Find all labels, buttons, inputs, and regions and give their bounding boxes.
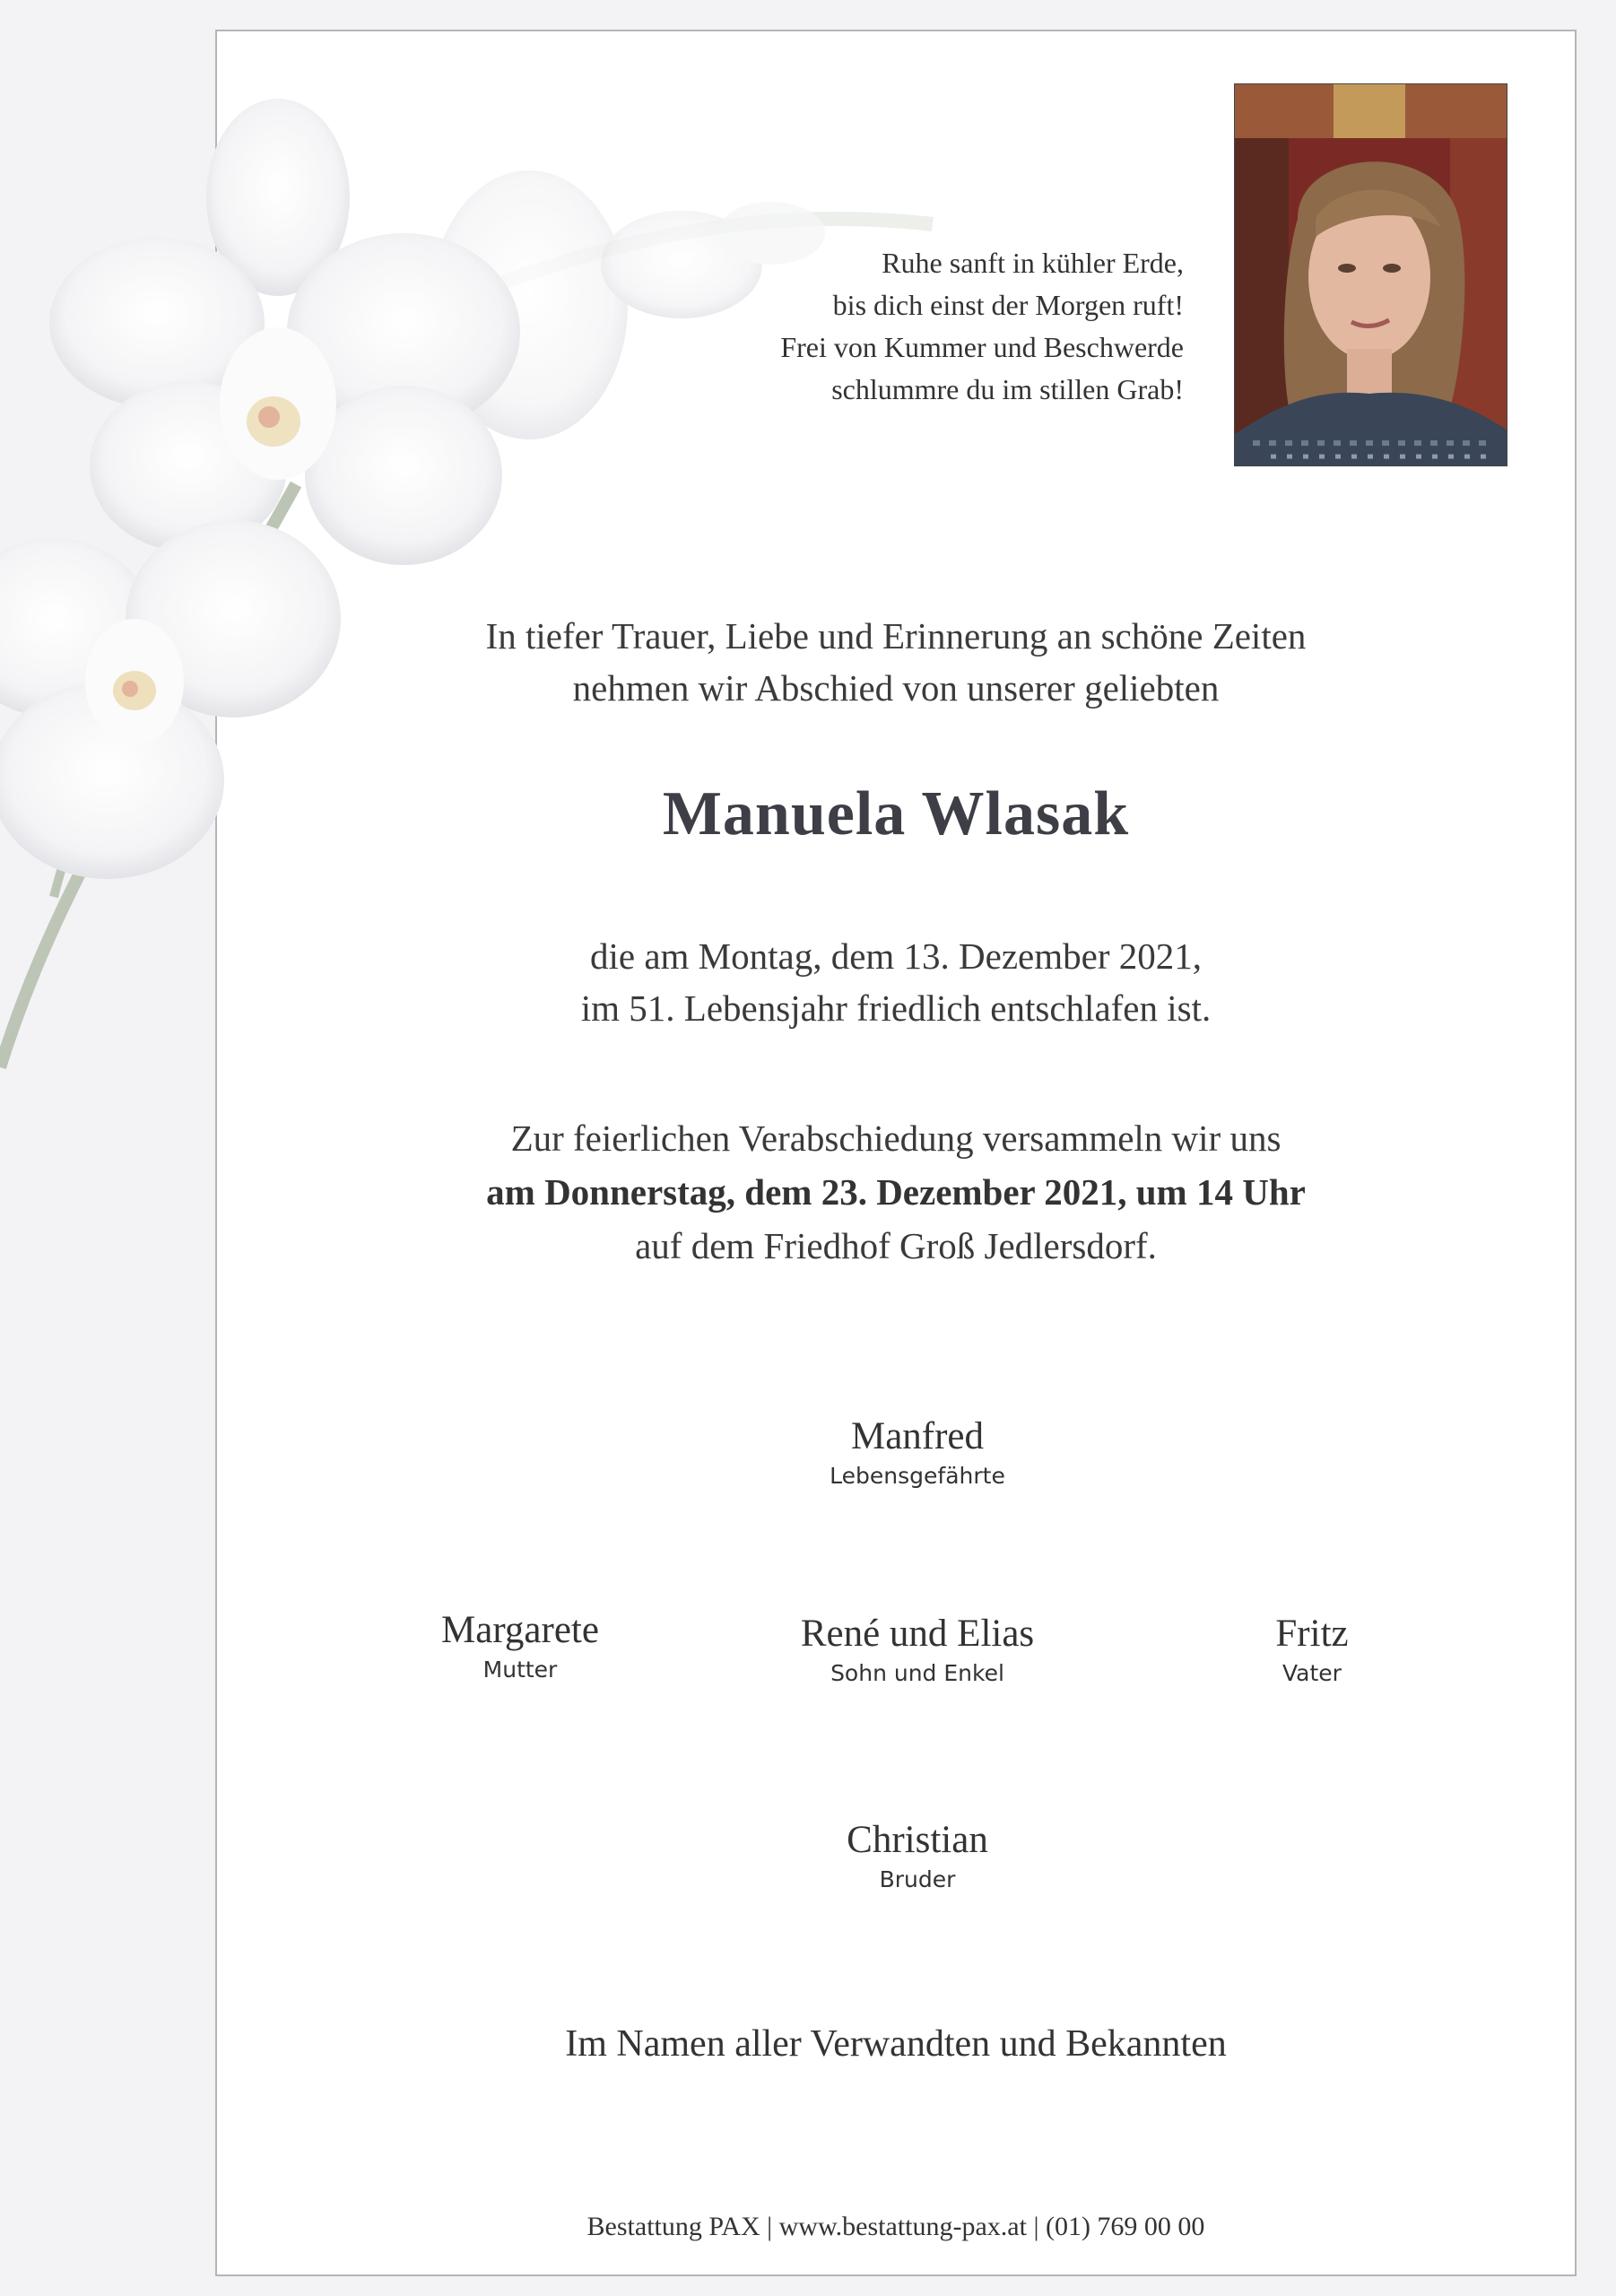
poem-line-1: Ruhe sanft in kühler Erde,	[882, 247, 1184, 279]
mourner-fritz	[1124, 1611, 1500, 1690]
footer-contact: Bestattung PAX | www.bestattung-pax.at | (01) 769 00 00	[586, 2212, 1205, 2241]
intro-line-2: nehmen wir Abschied von unserer geliebten	[572, 667, 1220, 709]
ceremony-location: auf dem Friedhof Groß Jedlersdorf.	[635, 1225, 1157, 1266]
mourner-margarete	[332, 1607, 708, 1686]
mourner-role: Bruder	[879, 1866, 956, 1892]
poem-line-3: Frei von Kummer und Beschwerde	[780, 331, 1184, 363]
deceased-name: Manuela Wlasak	[662, 779, 1130, 848]
mourner-manfred	[729, 1413, 1106, 1492]
mourner-name: Fritz	[1275, 1613, 1349, 1655]
mourner-role: Vater	[1282, 1660, 1342, 1686]
death-line-2: im 51. Lebensjahr friedlich entschlafen ist.	[580, 987, 1212, 1029]
mourner-name: Christian	[847, 1819, 988, 1861]
mourner-role: Mutter	[482, 1657, 558, 1683]
mourner-name: Manfred	[850, 1415, 985, 1457]
death-info	[215, 930, 1577, 1034]
death-line-1: die am Montag, dem 13. Dezember 2021,	[589, 935, 1202, 977]
mourner-name: René und Elias	[800, 1613, 1035, 1655]
poem-line-2: bis dich einst der Morgen ruft!	[832, 289, 1184, 321]
mourner-role: Lebensgefährte	[830, 1463, 1005, 1489]
ceremony-date-time: am Donnerstag, dem 23. Dezember 2021, um 14 Uhr	[486, 1171, 1306, 1213]
closing-line: Im Namen aller Verwandten und Bekannten	[565, 2023, 1227, 2065]
white-orchid-icon	[0, 90, 1004, 1076]
mourner-christian	[729, 1817, 1106, 1896]
ceremony-line-1: Zur feierlichen Verabschiedung versammeln wir uns	[510, 1118, 1282, 1159]
intro-line-1: In tiefer Trauer, Liebe und Erinnerung an schöne Zeiten	[485, 615, 1307, 657]
ceremony-info	[215, 1111, 1577, 1273]
memorial-poem	[574, 242, 1184, 411]
mourner-role: Sohn und Enkel	[830, 1660, 1004, 1686]
mourner-rene-elias	[729, 1611, 1106, 1690]
intro-text	[215, 610, 1577, 714]
mourner-name: Margarete	[441, 1609, 599, 1651]
portrait-image	[1235, 84, 1507, 465]
portrait-photo	[1234, 83, 1507, 466]
poem-line-4: schlummre du im stillen Grab!	[831, 373, 1184, 405]
